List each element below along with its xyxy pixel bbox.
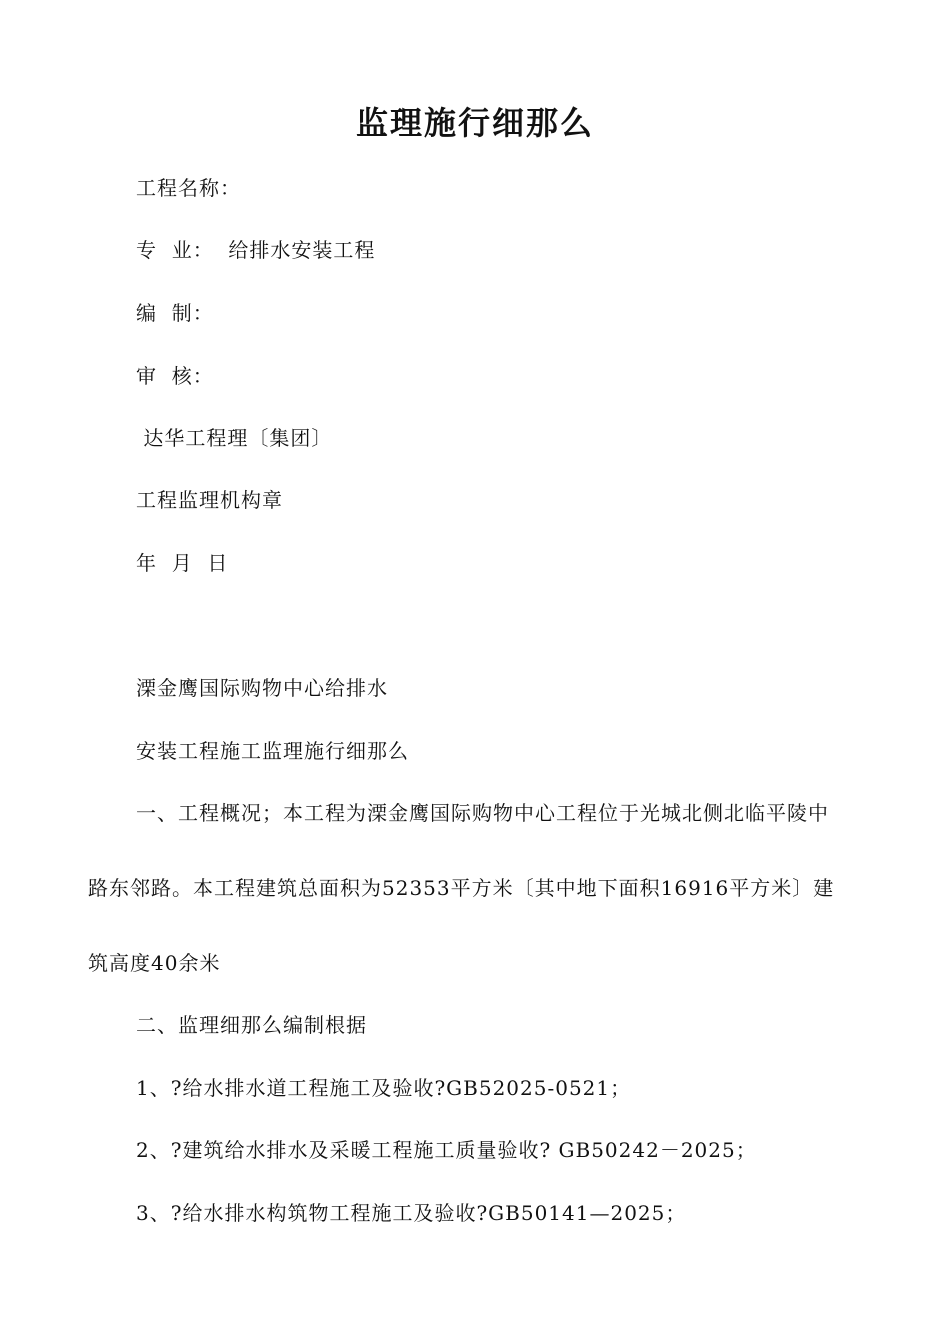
document-title: 监理施行细那么 bbox=[355, 104, 594, 142]
overview-paragraph-line-3: 筑高度40余米 bbox=[88, 951, 221, 975]
compiled-by-field: 编 制： bbox=[136, 301, 214, 325]
basis-section-heading: 二、监理细那么编制根据 bbox=[136, 1013, 367, 1037]
company-name: 达华工程理〔集团〕 bbox=[136, 426, 333, 450]
basis-list-item: 2、?建筑给水排水及采暖工程施工质量验收? GB50242－2025； bbox=[136, 1138, 757, 1162]
overview-paragraph-line-2: 路东邻路。本工程建筑总面积为52353平方米〔其中地下面积16916平方米〕建 bbox=[88, 876, 835, 900]
project-name-field: 工程名称： bbox=[136, 176, 241, 200]
date-field: 年 月 日 bbox=[136, 551, 229, 575]
body-subtitle-1: 溧金鹰国际购物中心给排水 bbox=[136, 676, 388, 700]
specialty-field: 专 业： 给排水安装工程 bbox=[136, 238, 376, 262]
basis-list-item: 3、?给水排水构筑物工程施工及验收?GB50141—2025； bbox=[136, 1201, 687, 1225]
basis-list-item: 1、?给水排水道工程施工及验收?GB52025-0521； bbox=[136, 1076, 632, 1100]
seal-label: 工程监理机构章 bbox=[136, 488, 283, 512]
overview-paragraph-line-1: 一、工程概况；本工程为溧金鹰国际购物中心工程位于光城北侧北临平陵中 bbox=[136, 801, 829, 825]
body-subtitle-2: 安装工程施工监理施行细那么 bbox=[136, 739, 409, 763]
reviewed-by-field: 审 核： bbox=[136, 364, 214, 388]
